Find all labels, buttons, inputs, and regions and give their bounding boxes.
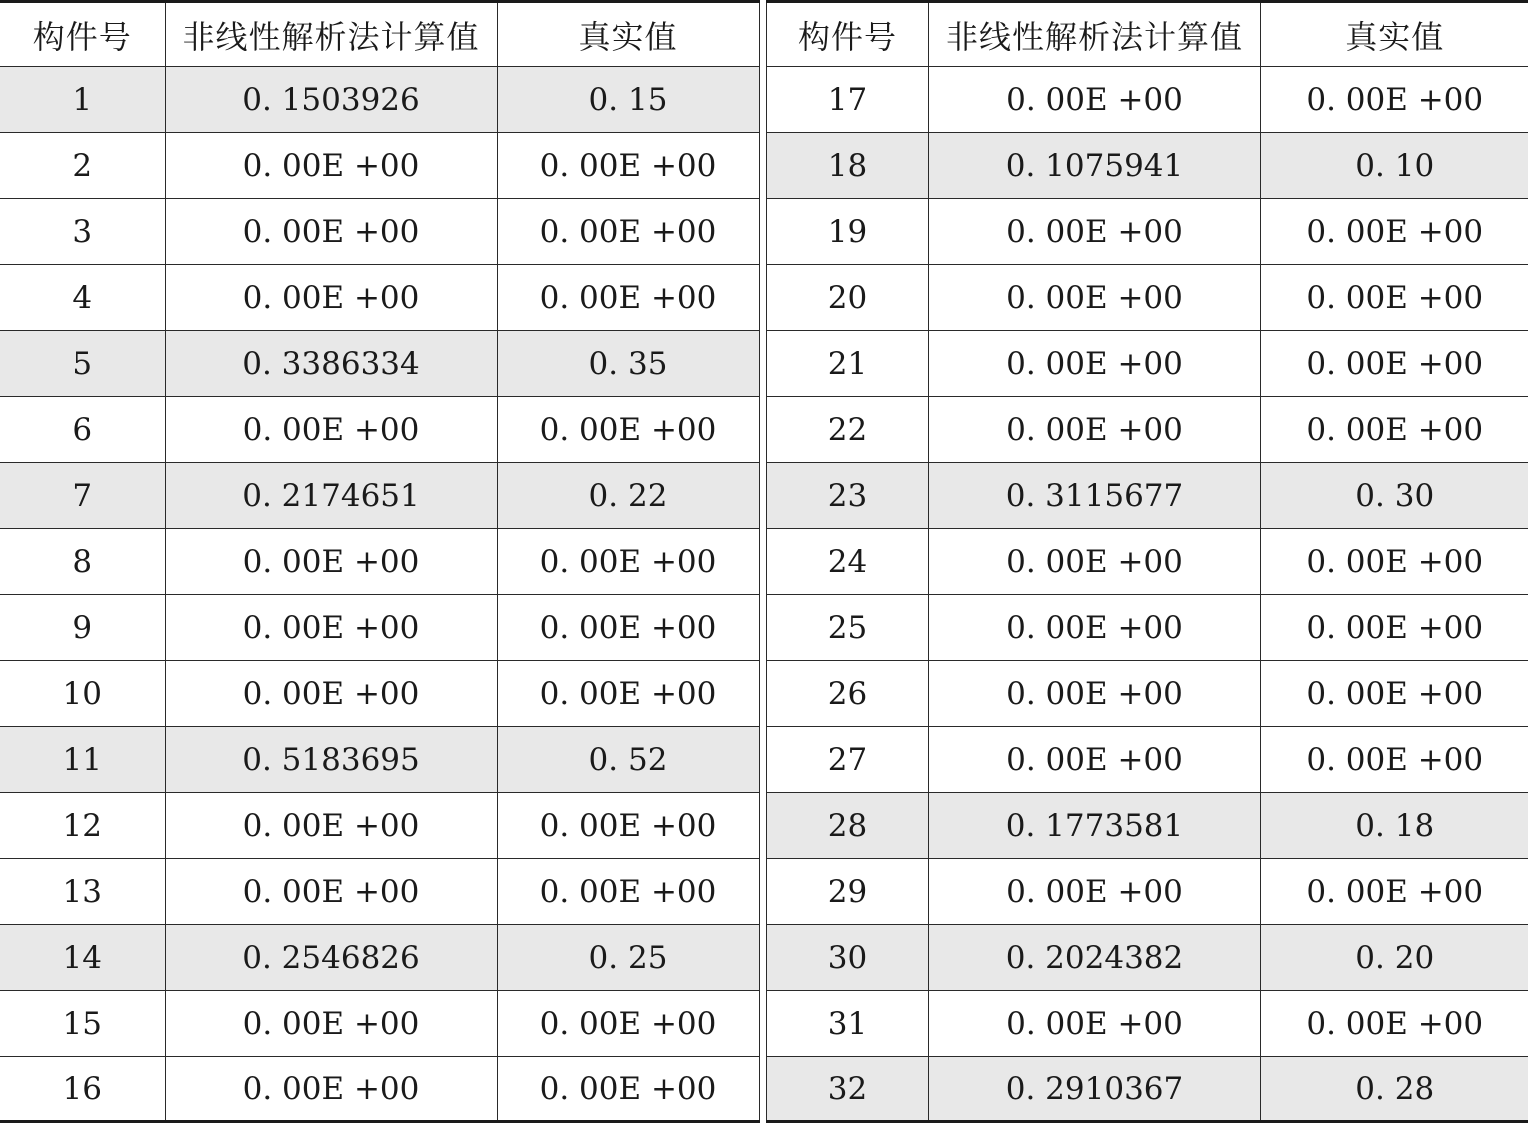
true-value-cell: 0. 10 <box>1261 133 1528 199</box>
calculated-value-cell: 0. 1773581 <box>929 793 1261 859</box>
calculated-value-cell: 0. 00E +00 <box>929 859 1261 925</box>
calculated-value-cell: 0. 2546826 <box>165 925 497 991</box>
table-row <box>767 727 1528 793</box>
table-row <box>767 133 1528 199</box>
calculated-value-cell: 0. 00E +00 <box>165 859 497 925</box>
left-table-body <box>0 67 759 1122</box>
table-row <box>0 793 759 859</box>
true-value-cell: 0. 00E +00 <box>1261 727 1528 793</box>
component-id-cell: 12 <box>0 793 165 859</box>
true-value-cell: 0. 25 <box>497 925 759 991</box>
component-id-cell: 29 <box>767 859 929 925</box>
true-value-cell: 0. 00E +00 <box>497 133 759 199</box>
component-id-cell: 5 <box>0 331 165 397</box>
calculated-value-cell: 0. 00E +00 <box>929 265 1261 331</box>
header-true-value: 真实值 <box>497 2 759 67</box>
component-id-cell: 10 <box>0 661 165 727</box>
table-row <box>767 397 1528 463</box>
table-row <box>0 529 759 595</box>
true-value-cell: 0. 00E +00 <box>1261 595 1528 661</box>
table-row <box>767 793 1528 859</box>
table-row <box>0 661 759 727</box>
table-row <box>0 265 759 331</box>
table-row <box>767 595 1528 661</box>
table-row <box>0 133 759 199</box>
calculated-value-cell: 0. 5183695 <box>165 727 497 793</box>
true-value-cell: 0. 00E +00 <box>1261 991 1528 1057</box>
true-value-cell: 0. 00E +00 <box>1261 529 1528 595</box>
component-id-cell: 17 <box>767 67 929 133</box>
true-value-cell: 0. 00E +00 <box>497 397 759 463</box>
component-id-cell: 14 <box>0 925 165 991</box>
component-id-cell: 16 <box>0 1057 165 1122</box>
table-row <box>767 265 1528 331</box>
true-value-cell: 0. 00E +00 <box>497 793 759 859</box>
calculated-value-cell: 0. 2910367 <box>929 1057 1261 1122</box>
calculated-value-cell: 0. 00E +00 <box>165 265 497 331</box>
true-value-cell: 0. 00E +00 <box>497 529 759 595</box>
calculated-value-cell: 0. 00E +00 <box>929 595 1261 661</box>
component-id-cell: 26 <box>767 661 929 727</box>
component-id-cell: 11 <box>0 727 165 793</box>
true-value-cell: 0. 00E +00 <box>497 991 759 1057</box>
table-row <box>767 661 1528 727</box>
component-id-cell: 9 <box>0 595 165 661</box>
calculated-value-cell: 0. 00E +00 <box>929 397 1261 463</box>
component-id-cell: 23 <box>767 463 929 529</box>
true-value-cell: 0. 00E +00 <box>497 265 759 331</box>
results-table-left <box>0 0 760 1123</box>
header-true-value: 真实值 <box>1261 2 1528 67</box>
true-value-cell: 0. 18 <box>1261 793 1528 859</box>
table-row <box>0 595 759 661</box>
header-component-id: 构件号 <box>767 2 929 67</box>
calculated-value-cell: 0. 00E +00 <box>165 991 497 1057</box>
component-id-cell: 1 <box>0 67 165 133</box>
component-id-cell: 3 <box>0 199 165 265</box>
calculated-value-cell: 0. 3115677 <box>929 463 1261 529</box>
component-id-cell: 21 <box>767 331 929 397</box>
true-value-cell: 0. 52 <box>497 727 759 793</box>
table-row <box>0 331 759 397</box>
component-id-cell: 28 <box>767 793 929 859</box>
component-id-cell: 6 <box>0 397 165 463</box>
component-id-cell: 30 <box>767 925 929 991</box>
true-value-cell: 0. 00E +00 <box>1261 265 1528 331</box>
table-row <box>0 397 759 463</box>
table-row <box>767 463 1528 529</box>
true-value-cell: 0. 00E +00 <box>1261 331 1528 397</box>
calculated-value-cell: 0. 00E +00 <box>165 793 497 859</box>
calculated-value-cell: 0. 00E +00 <box>929 727 1261 793</box>
component-id-cell: 27 <box>767 727 929 793</box>
calculated-value-cell: 0. 1503926 <box>165 67 497 133</box>
calculated-value-cell: 0. 00E +00 <box>165 133 497 199</box>
calculated-value-cell: 0. 3386334 <box>165 331 497 397</box>
table-row <box>0 727 759 793</box>
calculated-value-cell: 0. 00E +00 <box>929 661 1261 727</box>
component-id-cell: 24 <box>767 529 929 595</box>
component-id-cell: 15 <box>0 991 165 1057</box>
table-row <box>0 991 759 1057</box>
component-id-cell: 8 <box>0 529 165 595</box>
header-row <box>0 2 759 67</box>
component-id-cell: 2 <box>0 133 165 199</box>
calculated-value-cell: 0. 00E +00 <box>165 661 497 727</box>
table-row <box>767 859 1528 925</box>
true-value-cell: 0. 00E +00 <box>497 199 759 265</box>
table-row <box>0 1057 759 1122</box>
calculated-value-cell: 0. 2174651 <box>165 463 497 529</box>
component-id-cell: 7 <box>0 463 165 529</box>
component-id-cell: 25 <box>767 595 929 661</box>
true-value-cell: 0. 35 <box>497 331 759 397</box>
component-id-cell: 4 <box>0 265 165 331</box>
table-row <box>0 67 759 133</box>
true-value-cell: 0. 00E +00 <box>1261 199 1528 265</box>
table-row <box>767 991 1528 1057</box>
calculated-value-cell: 0. 00E +00 <box>165 397 497 463</box>
header-calculated-value: 非线性解析法计算值 <box>929 2 1261 67</box>
component-id-cell: 31 <box>767 991 929 1057</box>
true-value-cell: 0. 20 <box>1261 925 1528 991</box>
true-value-cell: 0. 00E +00 <box>497 661 759 727</box>
table-row <box>0 463 759 529</box>
calculated-value-cell: 0. 00E +00 <box>929 991 1261 1057</box>
table-row <box>767 331 1528 397</box>
header-component-id: 构件号 <box>0 2 165 67</box>
table-row <box>0 859 759 925</box>
header-row <box>767 2 1528 67</box>
header-calculated-value: 非线性解析法计算值 <box>165 2 497 67</box>
true-value-cell: 0. 28 <box>1261 1057 1528 1122</box>
table-row <box>767 529 1528 595</box>
component-id-cell: 32 <box>767 1057 929 1122</box>
calculated-value-cell: 0. 2024382 <box>929 925 1261 991</box>
calculated-value-cell: 0. 00E +00 <box>165 199 497 265</box>
calculated-value-cell: 0. 00E +00 <box>929 67 1261 133</box>
table-row <box>767 199 1528 265</box>
true-value-cell: 0. 00E +00 <box>1261 67 1528 133</box>
calculated-value-cell: 0. 00E +00 <box>929 199 1261 265</box>
true-value-cell: 0. 00E +00 <box>497 595 759 661</box>
component-id-cell: 20 <box>767 265 929 331</box>
true-value-cell: 0. 15 <box>497 67 759 133</box>
calculated-value-cell: 0. 00E +00 <box>165 595 497 661</box>
table-row <box>0 199 759 265</box>
true-value-cell: 0. 00E +00 <box>497 1057 759 1122</box>
component-id-cell: 18 <box>767 133 929 199</box>
true-value-cell: 0. 30 <box>1261 463 1528 529</box>
calculated-value-cell: 0. 00E +00 <box>165 1057 497 1122</box>
table-row <box>767 67 1528 133</box>
true-value-cell: 0. 00E +00 <box>497 859 759 925</box>
table-row <box>767 925 1528 991</box>
true-value-cell: 0. 00E +00 <box>1261 859 1528 925</box>
calculated-value-cell: 0. 1075941 <box>929 133 1261 199</box>
table-row <box>0 925 759 991</box>
true-value-cell: 0. 00E +00 <box>1261 397 1528 463</box>
results-table-right <box>766 0 1528 1123</box>
calculated-value-cell: 0. 00E +00 <box>165 529 497 595</box>
component-id-cell: 19 <box>767 199 929 265</box>
right-table-body <box>767 67 1528 1122</box>
true-value-cell: 0. 22 <box>497 463 759 529</box>
table-row <box>767 1057 1528 1122</box>
calculated-value-cell: 0. 00E +00 <box>929 331 1261 397</box>
calculated-value-cell: 0. 00E +00 <box>929 529 1261 595</box>
component-id-cell: 13 <box>0 859 165 925</box>
true-value-cell: 0. 00E +00 <box>1261 661 1528 727</box>
component-id-cell: 22 <box>767 397 929 463</box>
